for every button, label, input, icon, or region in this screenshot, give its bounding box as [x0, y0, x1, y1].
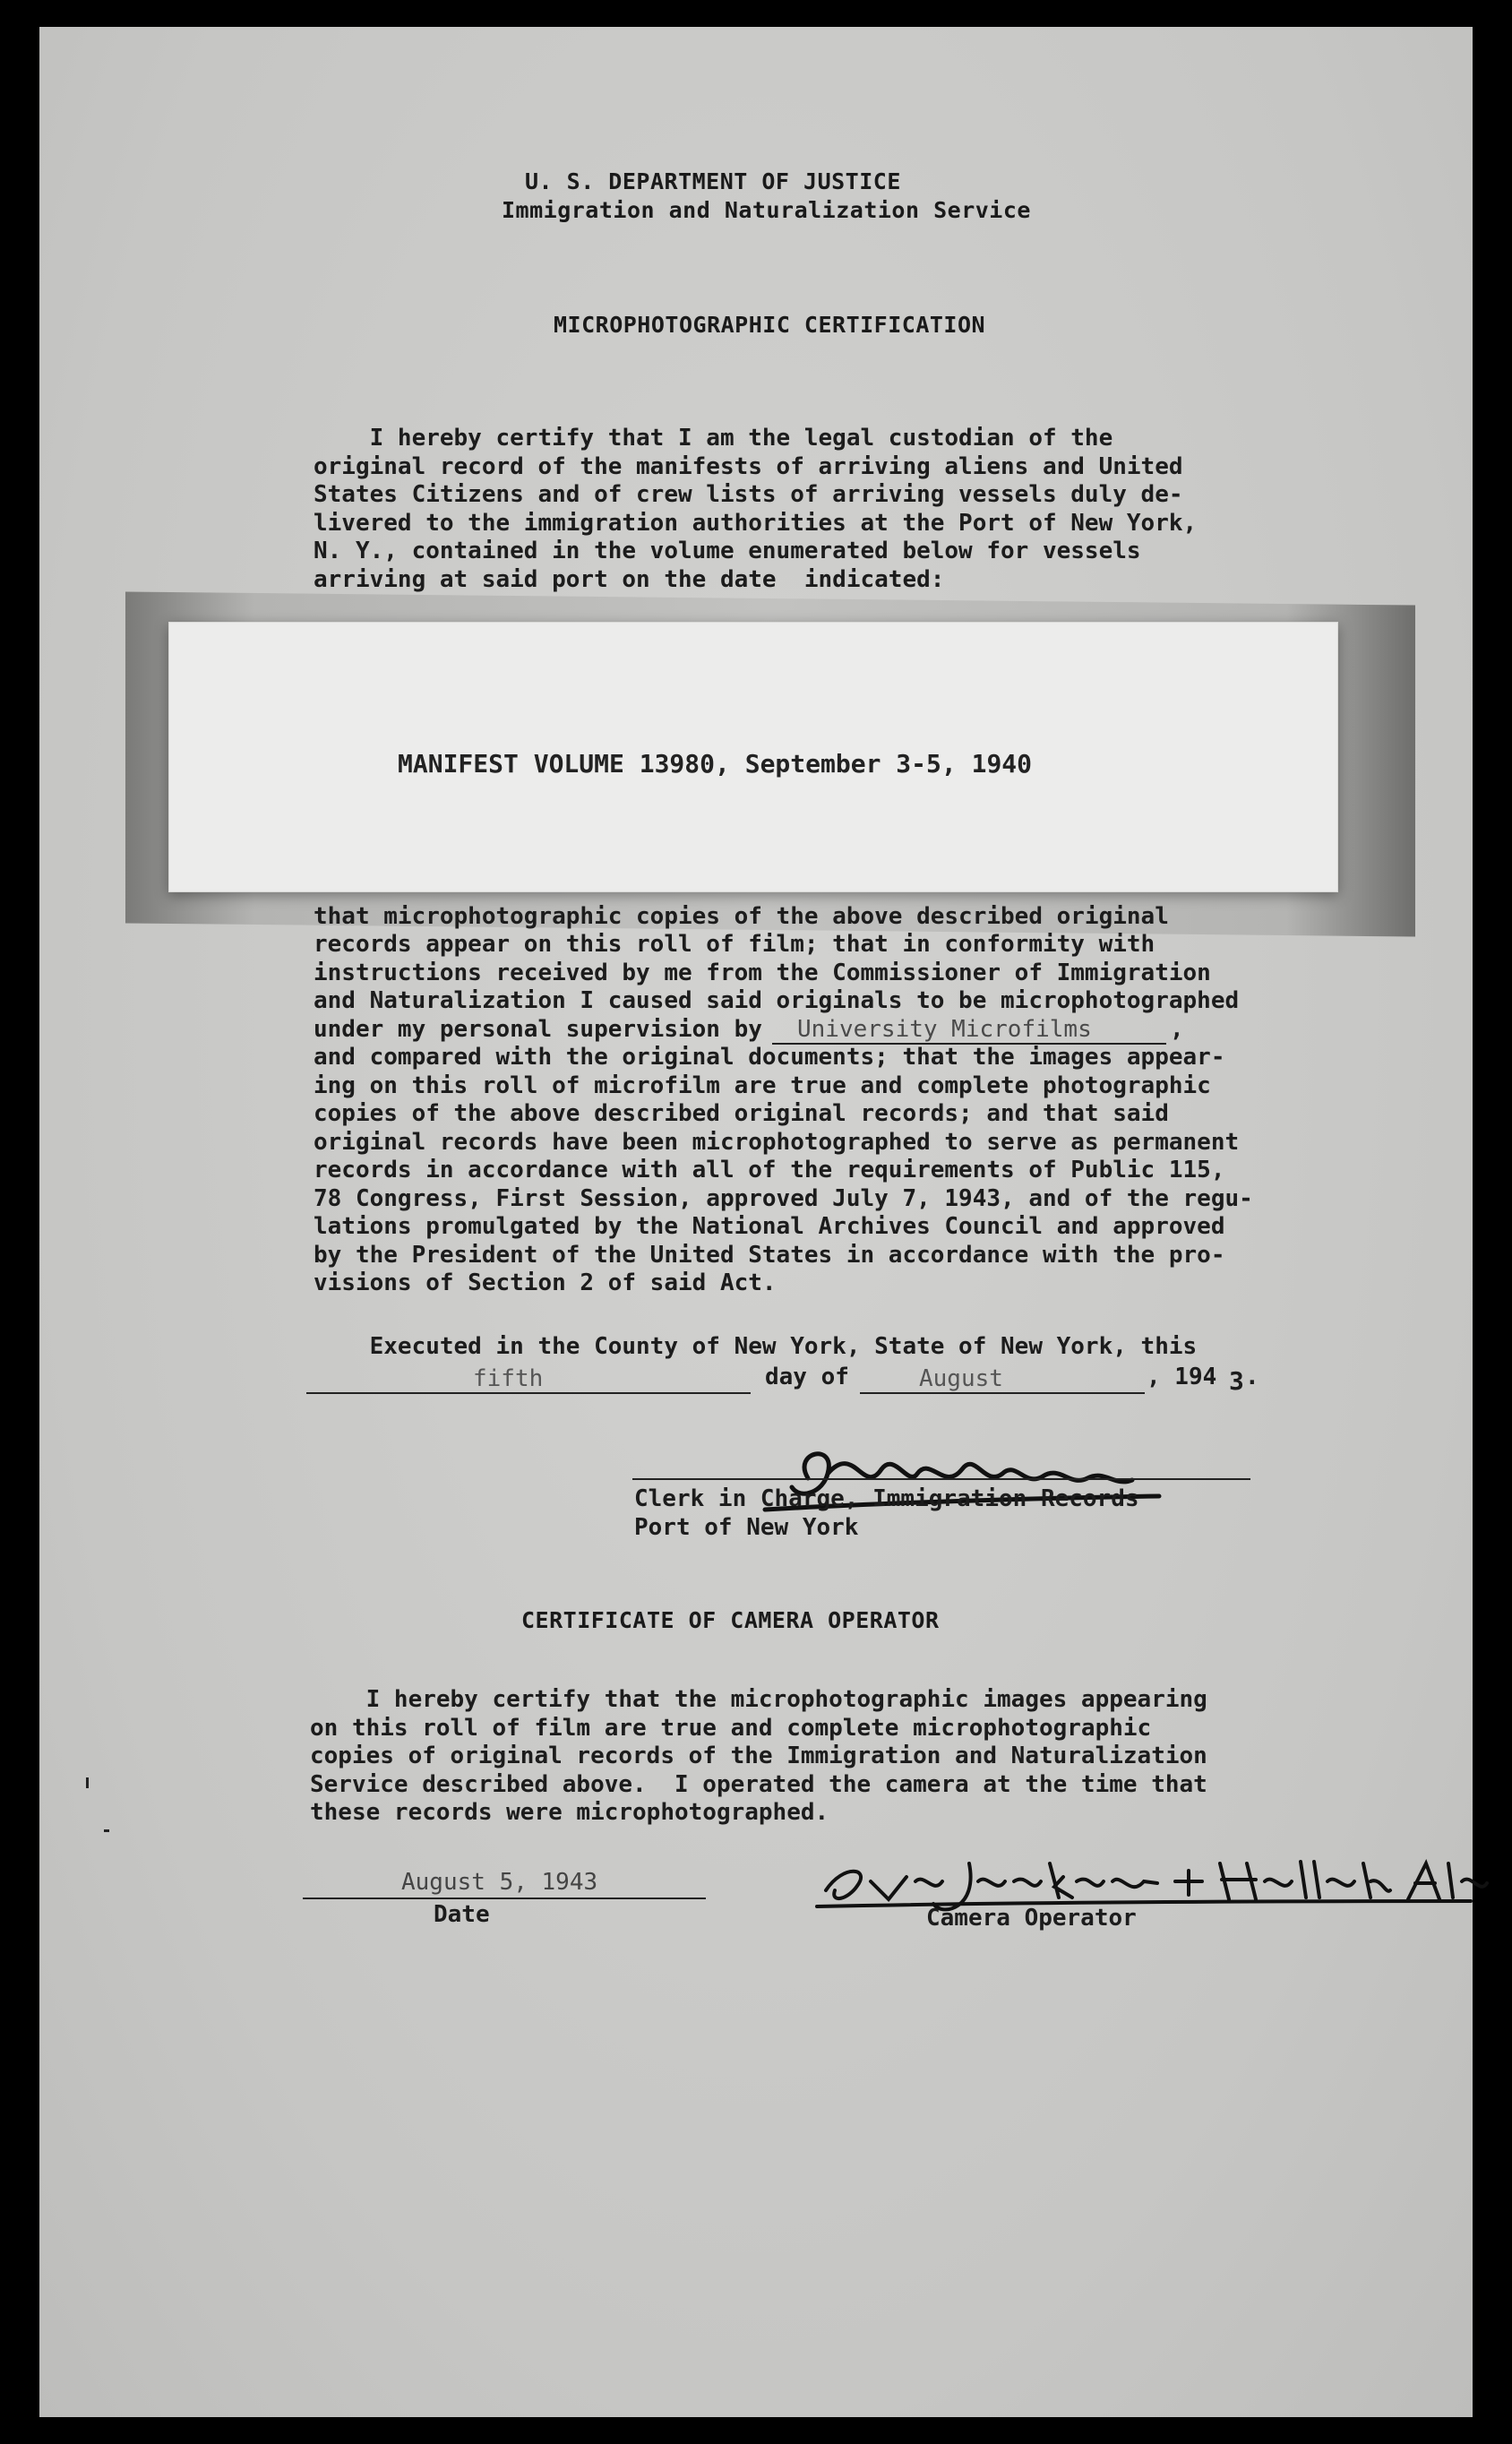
- clerk-title: Clerk in Charge, Immigration Records: [634, 1485, 1139, 1512]
- document-page: [39, 27, 1473, 2417]
- camera-line: Service described above. I operated the camera at the time that: [310, 1771, 1207, 1798]
- date-label: Date: [434, 1901, 490, 1928]
- body-line: 78 Congress, First Session, approved July 7, 1943, and of the regu-: [314, 1185, 1253, 1212]
- film-speck: [104, 1829, 109, 1832]
- camera-line: I hereby certify that the microphotographic images appearing: [310, 1686, 1207, 1713]
- body-line: and compared with the original documents; that the images appear-: [314, 1044, 1225, 1071]
- body-line: by the President of the United States in accordance with the pro-: [314, 1242, 1225, 1269]
- department-heading: U. S. DEPARTMENT OF JUSTICE: [525, 168, 901, 194]
- year-prefix: , 194: [1147, 1364, 1217, 1390]
- supervisor-value: University Microfilms: [797, 1016, 1092, 1043]
- manifest-volume: MANIFEST VOLUME 13980, September 3-5, 1940: [398, 749, 1033, 779]
- body-line: copies of the above described original records; and that said: [314, 1100, 1169, 1127]
- body-line: under my personal supervision by: [314, 1016, 762, 1043]
- date-value: August 5, 1943: [401, 1869, 598, 1896]
- service-heading: Immigration and Naturalization Service: [502, 197, 1031, 223]
- clerk-location: Port of New York: [634, 1514, 859, 1541]
- operator-label: Camera Operator: [926, 1905, 1137, 1932]
- day-value: fifth: [473, 1365, 544, 1392]
- executed-line: Executed in the County of New York, State of New York, this: [314, 1333, 1198, 1360]
- intro-line: original record of the manifests of arriving aliens and United: [314, 453, 1183, 480]
- camera-line: these records were microphotographed.: [310, 1799, 829, 1826]
- body-line: records in accordance with all of the requirements of Public 115,: [314, 1157, 1225, 1183]
- body-line: that microphotographic copies of the above described original: [314, 903, 1169, 930]
- supervisor-punct: ,: [1170, 1016, 1184, 1043]
- camera-certificate-title: CERTIFICATE OF CAMERA OPERATOR: [521, 1607, 940, 1633]
- year-end-punct: .: [1245, 1364, 1259, 1390]
- intro-line: States Citizens and of crew lists of arriving vessels duly de-: [314, 481, 1183, 508]
- operator-signature: [808, 1828, 1489, 1935]
- day-of-label: day of: [765, 1364, 849, 1390]
- year-suffix: 3: [1229, 1366, 1244, 1396]
- month-underline: [860, 1392, 1145, 1394]
- body-line: and Naturalization I caused said originals to be microphotographed: [314, 987, 1240, 1014]
- body-line: ing on this roll of microfilm are true and complete photographic: [314, 1072, 1211, 1099]
- clerk-signature-line: [632, 1478, 1250, 1480]
- film-speck: [86, 1777, 89, 1788]
- body-line: lations promulgated by the National Archives Council and approved: [314, 1213, 1225, 1240]
- date-underline: [303, 1898, 706, 1899]
- camera-line: copies of original records of the Immigration and Naturalization: [310, 1743, 1207, 1769]
- camera-line: on this roll of film are true and complete microphotographic: [310, 1715, 1152, 1742]
- intro-line: N. Y., contained in the volume enumerated below for vessels: [314, 538, 1141, 564]
- intro-line: livered to the immigration authorities at the Port of New York,: [314, 510, 1198, 537]
- body-line: records appear on this roll of film; that in conformity with: [314, 931, 1155, 958]
- day-underline: [306, 1392, 751, 1394]
- intro-line: I hereby certify that I am the legal custodian of the: [314, 425, 1113, 452]
- body-line: original records have been microphotographed to serve as permanent: [314, 1129, 1240, 1156]
- body-line: visions of Section 2 of said Act.: [314, 1269, 777, 1296]
- body-line: instructions received by me from the Commissioner of Immigration: [314, 960, 1211, 986]
- month-value: August: [919, 1365, 1003, 1392]
- intro-line: arriving at said port on the date indicated:: [314, 566, 945, 593]
- certification-title: MICROPHOTOGRAPHIC CERTIFICATION: [554, 312, 986, 338]
